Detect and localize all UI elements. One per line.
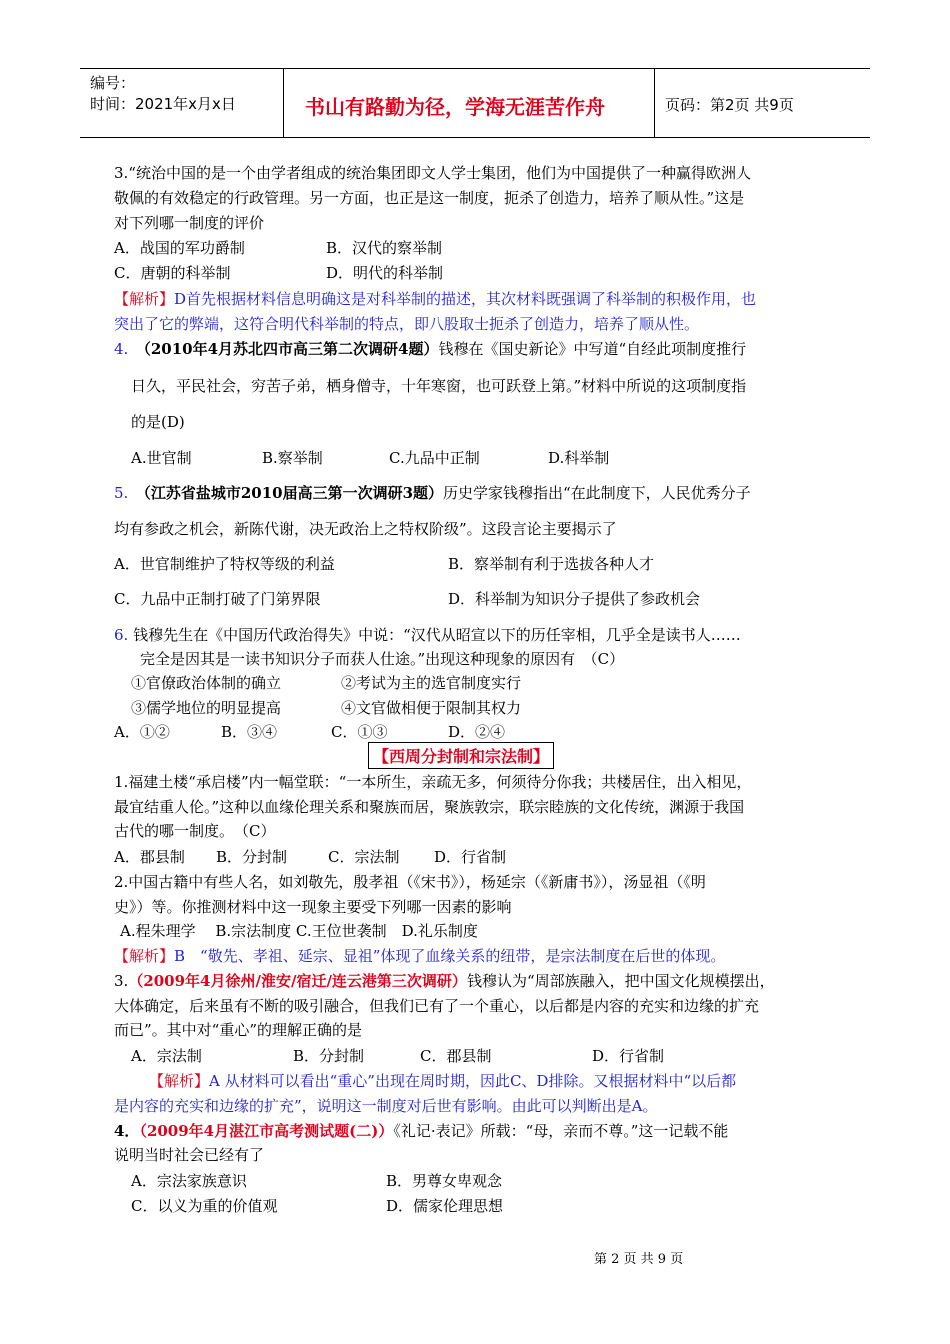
analysis-tag: 【解析】 [149, 1072, 210, 1090]
question-number: 5. [114, 484, 129, 502]
option-b: B．分封制 [293, 1047, 365, 1065]
option-b: B．③④ [221, 723, 278, 741]
question-text: 钱穆在《国史新论》中写道“自经此项制度推行 [438, 340, 747, 358]
question-text: 钱穆认为“周部族融入，把中国文化规模摆出， [466, 972, 775, 990]
question-source: （2009年4月徐州/淮安/宿迁/连云港第三次调研） [128, 972, 467, 990]
option-d: D．儒家伦理思想 [386, 1197, 504, 1215]
question-number: 4. [114, 340, 129, 358]
option-a: A．①② [114, 723, 170, 741]
statement-item: ③儒学地位的明显提高 [131, 699, 282, 717]
code-label: 编号： [90, 74, 136, 92]
question-line: 最宜结重人伦。”这种以血缘伦理关系和聚族而居，聚族敦宗，联宗睦族的文化传统，渊源于我国 [114, 798, 745, 816]
option-d: D.科举制 [548, 449, 610, 467]
option-b: B.察举制 [262, 449, 323, 467]
question-line: 古代的哪一制度。 （C） [114, 822, 276, 840]
option-a: A．宗法家族意识 [131, 1172, 247, 1190]
question-line: 的是(D) [131, 413, 185, 431]
question-line: 1.福建土楼“承启楼”内一幅堂联：“一本所生，亲疏无多，何须待分你我；共楼居住，出入相见， [114, 773, 752, 791]
statement-item: ④文官做相便于限制其权力 [341, 699, 522, 717]
option-c: C．以义为重的价值观 [131, 1197, 278, 1215]
option-a: A．战国的军功爵制 [114, 239, 245, 257]
question-line: 完全是因其是一读书知识分子而获人仕途。”出现这种现象的原因有 （C） [140, 650, 625, 668]
question-line: 日久，平民社会，穷苦子弟，栖身僧寺，十年寒窗，也可跃登上第。”材料中所说的这项制度指 [131, 377, 747, 395]
option-c: C．郡县制 [420, 1047, 492, 1065]
option-b: B．察举制有利于选拔各种人才 [448, 555, 655, 573]
option-a: A.世官制 [131, 449, 192, 467]
question-line: 对下列哪一制度的评价 [114, 214, 265, 232]
question-line: 大体确定，后来虽有不断的吸引融合，但我们已有了一个重心，以后都是内容的充实和边缘的扩充 [114, 997, 760, 1015]
question-line: 而已”。其中对“重心”的理解正确的是 [114, 1021, 363, 1039]
question-text: 钱穆先生在《中国历代政治得失》中说：“汉代从昭宣以下的历任宰相，几乎全是读书人…… [133, 626, 741, 644]
question-number: 3. [114, 972, 129, 990]
question-line: 均有参政之机会，新陈代谢，决无政治上之特权阶级”。这段言论主要揭示了 [114, 520, 617, 538]
analysis [149, 1070, 736, 1091]
option-d: D．明代的科举制 [326, 264, 444, 282]
header-table [80, 68, 870, 138]
analysis-text: 突出了它的弊端，这符合明代科举制的特点，即八股取士扼杀了创造力，培养了顺从性。 [114, 315, 700, 333]
analysis [114, 945, 725, 966]
question-line [114, 338, 746, 359]
question-line [114, 482, 751, 503]
option-c: C．唐朝的科举制 [114, 264, 231, 282]
option-c: C.九品中正制 [389, 449, 480, 467]
option-b: B．男尊女卑观念 [386, 1172, 503, 1190]
question-line: 史》）等。你推测材料中这一现象主要受下列哪一因素的影响 [114, 898, 512, 916]
analysis-tag: 【解析】 [114, 290, 175, 308]
question-text: 《礼记·表记》所载：“母，亲而不尊。”这一记载不能 [393, 1122, 729, 1140]
question-line: 敬佩的有效稳定的行政管理。另一方面，也正是这一制度，扼杀了创造力，培养了顺从性。”这是 [114, 189, 745, 207]
question-number: 4． [114, 1122, 140, 1140]
question-line: 2.中国古籍中有些人名，如刘敬先，殷孝祖（《宋书》），杨延宗（《新庸书》），汤显祖（《明 [114, 873, 706, 891]
analysis-tag: 【解析】 [114, 947, 175, 965]
question-line [114, 1120, 728, 1141]
option-d: D．行省制 [434, 848, 507, 866]
question-number: 6. [114, 626, 129, 644]
question-source: （江苏省盐城市2010届高三第一次调研3题） [143, 484, 444, 502]
question-source: （2010年4月苏北四市高三第二次调研4题） [143, 340, 439, 358]
option-d: D．行省制 [592, 1047, 665, 1065]
time-label: 时间：2021年x月x日 [90, 95, 236, 113]
option-d: D．②④ [448, 723, 506, 741]
header-page-info: 页码：第2页 共9页 [665, 96, 794, 114]
question-line [114, 970, 775, 991]
analysis-text: 是内容的充实和边缘的扩充”，说明这一制度对后世有影响。由此可以判断出是A。 [114, 1097, 658, 1115]
question-text: 历史学家钱穆指出“在此制度下，人民优秀分子 [443, 484, 751, 502]
header-divider [283, 69, 284, 137]
option-b: B．汉代的察举制 [326, 239, 443, 257]
analysis-text: B “敬先、孝祖、延宗、显祖”体现了血缘关系的纽带，是宗法制度在后世的体现。 [174, 947, 726, 965]
option-a: A．郡县制 [114, 848, 185, 866]
header-motto: 书山有路勤为径，学海无涯苦作舟 [305, 95, 605, 119]
question-line: 3.“统治中国的是一个由学者组成的统治集团即文人学士集团，他们为中国提供了一种赢得欧洲人 [114, 164, 751, 182]
option-c: C．①③ [331, 723, 388, 741]
statement-item: ②考试为主的选官制度实行 [341, 674, 522, 692]
option-a: A．宗法制 [131, 1047, 202, 1065]
option-b: B．分封制 [216, 848, 288, 866]
analysis-text: D首先根据材料信息明确这是对科举制的描述，其次材料既强调了科举制的积极作用，也 [174, 290, 757, 308]
option-c: C．宗法制 [328, 848, 400, 866]
page-footer: 第 2 页 共 9 页 [594, 1252, 684, 1267]
question-source: （2009年4月湛江市高考测试题(二)） [139, 1122, 394, 1140]
option-c: C．九品中正制打破了门第界限 [114, 590, 321, 608]
question-line [114, 624, 741, 645]
question-line: 说明当时社会已经有了 [114, 1146, 265, 1164]
header-divider [654, 69, 655, 137]
options-line: A.程朱理学 B.宗法制度 C.王位世袭制 D.礼乐制度 [120, 922, 478, 940]
option-d: D．科举制为知识分子提供了参政机会 [448, 590, 701, 608]
analysis [114, 288, 756, 309]
statement-item: ①官僚政治体制的确立 [131, 674, 282, 692]
section-title: 【西周分封制和宗法制】 [368, 742, 554, 769]
option-a: A．世官制维护了特权等级的利益 [114, 555, 335, 573]
analysis-text: A 从材料可以看出“重心”出现在周时期，因此C、D排除。又根据材料中“以后都 [209, 1072, 737, 1090]
